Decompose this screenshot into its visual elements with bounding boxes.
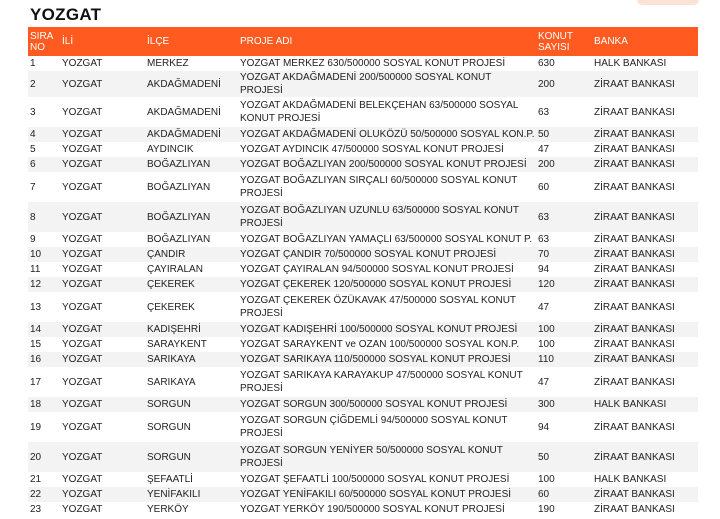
- projects-table: [28, 27, 698, 517]
- top-edge-tab: [637, 0, 699, 5]
- cell-banka: ZİRAAT BANKASI: [592, 412, 698, 442]
- table-row: [28, 127, 698, 142]
- cell-banka: ZİRAAT BANKASI: [592, 157, 698, 172]
- header-sira-no: SIRA NO: [28, 27, 60, 56]
- table-row: [28, 277, 698, 292]
- cell-proje-adi: YOZGAT AKDAĞMADENİ BELEKÇEHAN 63/500000 SOSYAL KONUT PROJESİ: [238, 97, 536, 127]
- cell-sira-no: 3: [28, 97, 60, 127]
- cell-sira-no: 12: [28, 277, 60, 292]
- cell-proje-adi: YOZGAT BOĞAZLIYAN YAMAÇLI 63/500000 SOSYAL KONUT P.: [238, 232, 536, 247]
- table-row: [28, 142, 698, 157]
- cell-proje-adi: YOZGAT ÇEKEREK ÖZÜKAVAK 47/500000 SOSYAL KONUT PROJESİ: [238, 292, 536, 322]
- cell-il: YOZGAT: [60, 157, 145, 172]
- cell-konut-sayisi: 200: [536, 157, 592, 172]
- cell-banka: ZİRAAT BANKASI: [592, 142, 698, 157]
- table-row: [28, 472, 698, 487]
- table-row: [28, 322, 698, 337]
- cell-ilce: YENİFAKILI: [145, 487, 238, 502]
- cell-ilce: BOĞAZLIYAN: [145, 202, 238, 232]
- table-row: [28, 367, 698, 397]
- cell-konut-sayisi: 630: [536, 56, 592, 71]
- cell-sira-no: 8: [28, 202, 60, 232]
- cell-konut-sayisi: 100: [536, 472, 592, 487]
- cell-banka: ZİRAAT BANKASI: [592, 292, 698, 322]
- cell-proje-adi: YOZGAT SORGUN 300/500000 SOSYAL KONUT PROJESİ: [238, 397, 536, 412]
- cell-konut-sayisi: 63: [536, 97, 592, 127]
- cell-il: YOZGAT: [60, 442, 145, 472]
- cell-ilce: BOĞAZLIYAN: [145, 232, 238, 247]
- cell-il: YOZGAT: [60, 262, 145, 277]
- cell-konut-sayisi: 47: [536, 142, 592, 157]
- cell-banka: ZİRAAT BANKASI: [592, 442, 698, 472]
- table-row: [28, 262, 698, 277]
- cell-banka: HALK BANKASI: [592, 472, 698, 487]
- cell-il: YOZGAT: [60, 232, 145, 247]
- cell-sira-no: 4: [28, 127, 60, 142]
- cell-il: YOZGAT: [60, 172, 145, 202]
- cell-sira-no: 23: [28, 502, 60, 517]
- cell-ilce: MERKEZ: [145, 56, 238, 71]
- cell-proje-adi: YOZGAT SORGUN YENİYER 50/500000 SOSYAL KONUT PROJESİ: [238, 442, 536, 472]
- cell-banka: ZİRAAT BANKASI: [592, 322, 698, 337]
- cell-il: YOZGAT: [60, 127, 145, 142]
- cell-proje-adi: YOZGAT SARIKAYA 110/500000 SOSYAL KONUT PROJESİ: [238, 352, 536, 367]
- table-row: [28, 502, 698, 517]
- cell-konut-sayisi: 60: [536, 487, 592, 502]
- cell-sira-no: 17: [28, 367, 60, 397]
- cell-il: YOZGAT: [60, 142, 145, 157]
- cell-sira-no: 11: [28, 262, 60, 277]
- cell-ilce: AKDAĞMADENİ: [145, 71, 238, 97]
- cell-konut-sayisi: 94: [536, 412, 592, 442]
- cell-il: YOZGAT: [60, 397, 145, 412]
- cell-konut-sayisi: 63: [536, 202, 592, 232]
- header-proje-adi: PROJE ADI: [238, 27, 536, 56]
- cell-proje-adi: YOZGAT ÇAYIRALAN 94/500000 SOSYAL KONUT PROJESİ: [238, 262, 536, 277]
- cell-konut-sayisi: 50: [536, 127, 592, 142]
- cell-konut-sayisi: 63: [536, 232, 592, 247]
- table-row: [28, 487, 698, 502]
- table-row: [28, 71, 698, 97]
- table-row: [28, 97, 698, 127]
- cell-banka: ZİRAAT BANKASI: [592, 172, 698, 202]
- table-row: [28, 247, 698, 262]
- cell-proje-adi: YOZGAT AKDAĞMADENİ 200/500000 SOSYAL KONUT PROJESİ: [238, 71, 536, 97]
- table-body: [28, 56, 698, 517]
- cell-ilce: BOĞAZLIYAN: [145, 157, 238, 172]
- cell-konut-sayisi: 300: [536, 397, 592, 412]
- table-row: [28, 352, 698, 367]
- cell-il: YOZGAT: [60, 202, 145, 232]
- cell-konut-sayisi: 120: [536, 277, 592, 292]
- cell-il: YOZGAT: [60, 322, 145, 337]
- table-row: [28, 172, 698, 202]
- cell-banka: ZİRAAT BANKASI: [592, 97, 698, 127]
- cell-konut-sayisi: 47: [536, 292, 592, 322]
- table-row: [28, 232, 698, 247]
- cell-il: YOZGAT: [60, 71, 145, 97]
- cell-ilce: ÇEKEREK: [145, 277, 238, 292]
- cell-banka: ZİRAAT BANKASI: [592, 202, 698, 232]
- cell-il: YOZGAT: [60, 97, 145, 127]
- cell-konut-sayisi: 100: [536, 322, 592, 337]
- header-ilce: İLÇE: [145, 27, 238, 56]
- table-row: [28, 56, 698, 71]
- cell-ilce: SARIKAYA: [145, 367, 238, 397]
- cell-proje-adi: YOZGAT AKDAĞMADENİ OLUKÖZÜ 50/500000 SOSYAL KON.P.: [240, 129, 535, 140]
- cell-banka: ZİRAAT BANKASI: [592, 232, 698, 247]
- cell-proje-adi: YOZGAT SARAYKENT ve OZAN 100/500000 SOSYAL KON.P.: [238, 337, 536, 352]
- cell-il: YOZGAT: [60, 472, 145, 487]
- cell-ilce: YERKÖY: [145, 502, 238, 517]
- cell-ilce: AYDINCIK: [145, 142, 238, 157]
- cell-proje-adi: YOZGAT KADIŞEHRİ 100/500000 SOSYAL KONUT PROJESİ: [238, 322, 536, 337]
- cell-ilce: AKDAĞMADENİ: [145, 97, 238, 127]
- cell-il: YOZGAT: [60, 502, 145, 517]
- cell-proje-adi: YOZGAT MERKEZ 630/500000 SOSYAL KONUT PROJESİ: [238, 56, 536, 71]
- cell-banka: HALK BANKASI: [592, 56, 698, 71]
- cell-banka: HALK BANKASI: [592, 397, 698, 412]
- header-konut-sayisi: KONUT SAYISI: [536, 27, 592, 56]
- cell-banka: ZİRAAT BANKASI: [592, 262, 698, 277]
- cell-il: YOZGAT: [60, 247, 145, 262]
- cell-sira-no: 16: [28, 352, 60, 367]
- cell-ilce: SORGUN: [145, 412, 238, 442]
- cell-ilce: ÇEKEREK: [145, 292, 238, 322]
- cell-sira-no: 13: [28, 292, 60, 322]
- table-row: [28, 157, 698, 172]
- table-row: [28, 397, 698, 412]
- cell-banka: ZİRAAT BANKASI: [592, 352, 698, 367]
- header-il: İLİ: [60, 27, 145, 56]
- cell-banka: ZİRAAT BANKASI: [592, 277, 698, 292]
- cell-proje-adi: YOZGAT BOĞAZLIYAN UZUNLU 63/500000 SOSYAL KONUT PROJESİ: [238, 202, 536, 232]
- table-row: [28, 292, 698, 322]
- cell-sira-no: 1: [28, 56, 60, 71]
- cell-banka: ZİRAAT BANKASI: [592, 367, 698, 397]
- cell-sira-no: 14: [28, 322, 60, 337]
- cell-il: YOZGAT: [60, 56, 145, 71]
- table-row: [28, 442, 698, 472]
- cell-il: YOZGAT: [60, 367, 145, 397]
- cell-proje-adi: YOZGAT YENİFAKILI 60/500000 SOSYAL KONUT PROJESİ: [238, 487, 536, 502]
- table-header-row: [28, 27, 698, 56]
- cell-sira-no: 5: [28, 142, 60, 157]
- cell-konut-sayisi: 60: [536, 172, 592, 202]
- cell-sira-no: 9: [28, 232, 60, 247]
- cell-konut-sayisi: 94: [536, 262, 592, 277]
- cell-sira-no: 20: [28, 442, 60, 472]
- cell-banka: ZİRAAT BANKASI: [592, 487, 698, 502]
- cell-sira-no: 2: [28, 71, 60, 97]
- cell-proje-adi: YOZGAT SARIKAYA KARAYAKUP 47/500000 SOSYAL KONUT PROJESİ: [238, 367, 536, 397]
- table-row: [28, 337, 698, 352]
- cell-ilce: SARIKAYA: [145, 352, 238, 367]
- cell-sira-no: 21: [28, 472, 60, 487]
- cell-proje-adi: YOZGAT SORGUN ÇİĞDEMLİ 94/500000 SOSYAL KONUT PROJESİ: [238, 412, 536, 442]
- cell-banka: ZİRAAT BANKASI: [592, 247, 698, 262]
- cell-il: YOZGAT: [60, 487, 145, 502]
- cell-konut-sayisi: 70: [536, 247, 592, 262]
- cell-ilce: AKDAĞMADENİ: [145, 127, 238, 142]
- cell-ilce: SORGUN: [145, 397, 238, 412]
- cell-il: YOZGAT: [60, 352, 145, 367]
- cell-sira-no: 15: [28, 337, 60, 352]
- cell-sira-no: 6: [28, 157, 60, 172]
- cell-konut-sayisi: 110: [536, 352, 592, 367]
- cell-proje-adi: YOZGAT ŞEFAATLİ 100/500000 SOSYAL KONUT PROJESİ: [238, 472, 536, 487]
- cell-konut-sayisi: 50: [536, 442, 592, 472]
- cell-proje-adi: YOZGAT ÇANDIR 70/500000 SOSYAL KONUT PROJESİ: [238, 247, 536, 262]
- cell-sira-no: 22: [28, 487, 60, 502]
- cell-proje-adi: YOZGAT YERKÖY 190/500000 SOSYAL KONUT PROJESİ: [238, 502, 536, 517]
- cell-proje-adi: YOZGAT ÇEKEREK 120/500000 SOSYAL KONUT PROJESİ: [238, 277, 536, 292]
- table-row: [28, 202, 698, 232]
- page-title: YOZGAT: [30, 5, 102, 24]
- cell-il: YOZGAT: [60, 292, 145, 322]
- cell-konut-sayisi: 200: [536, 71, 592, 97]
- cell-proje-adi: YOZGAT AYDINCIK 47/500000 SOSYAL KONUT PROJESİ: [238, 142, 536, 157]
- cell-ilce: ÇANDIR: [145, 247, 238, 262]
- cell-ilce: ÇAYIRALAN: [145, 262, 238, 277]
- cell-sira-no: 18: [28, 397, 60, 412]
- cell-il: YOZGAT: [60, 412, 145, 442]
- cell-ilce: SARAYKENT: [145, 337, 238, 352]
- cell-sira-no: 19: [28, 412, 60, 442]
- cell-ilce: BOĞAZLIYAN: [145, 172, 238, 202]
- cell-sira-no: 10: [28, 247, 60, 262]
- cell-banka: ZİRAAT BANKASI: [592, 71, 698, 97]
- cell-ilce: SORGUN: [145, 442, 238, 472]
- cell-konut-sayisi: 100: [536, 337, 592, 352]
- cell-ilce: ŞEFAATLİ: [145, 472, 238, 487]
- cell-konut-sayisi: 190: [536, 502, 592, 517]
- cell-proje-adi: YOZGAT BOĞAZLIYAN 200/500000 SOSYAL KONUT PROJESİ: [238, 157, 536, 172]
- cell-banka: ZİRAAT BANKASI: [592, 127, 698, 142]
- cell-il: YOZGAT: [60, 337, 145, 352]
- cell-il: YOZGAT: [60, 277, 145, 292]
- cell-proje-adi: YOZGAT BOĞAZLIYAN SIRÇALI 60/500000 SOSYAL KONUT PROJESİ: [238, 172, 536, 202]
- header-banka: BANKA: [592, 27, 698, 56]
- cell-sira-no: 7: [28, 172, 60, 202]
- cell-ilce: KADIŞEHRİ: [145, 322, 238, 337]
- cell-banka: ZİRAAT BANKASI: [592, 502, 698, 517]
- table-row: [28, 412, 698, 442]
- cell-konut-sayisi: 47: [536, 367, 592, 397]
- cell-banka: ZİRAAT BANKASI: [592, 337, 698, 352]
